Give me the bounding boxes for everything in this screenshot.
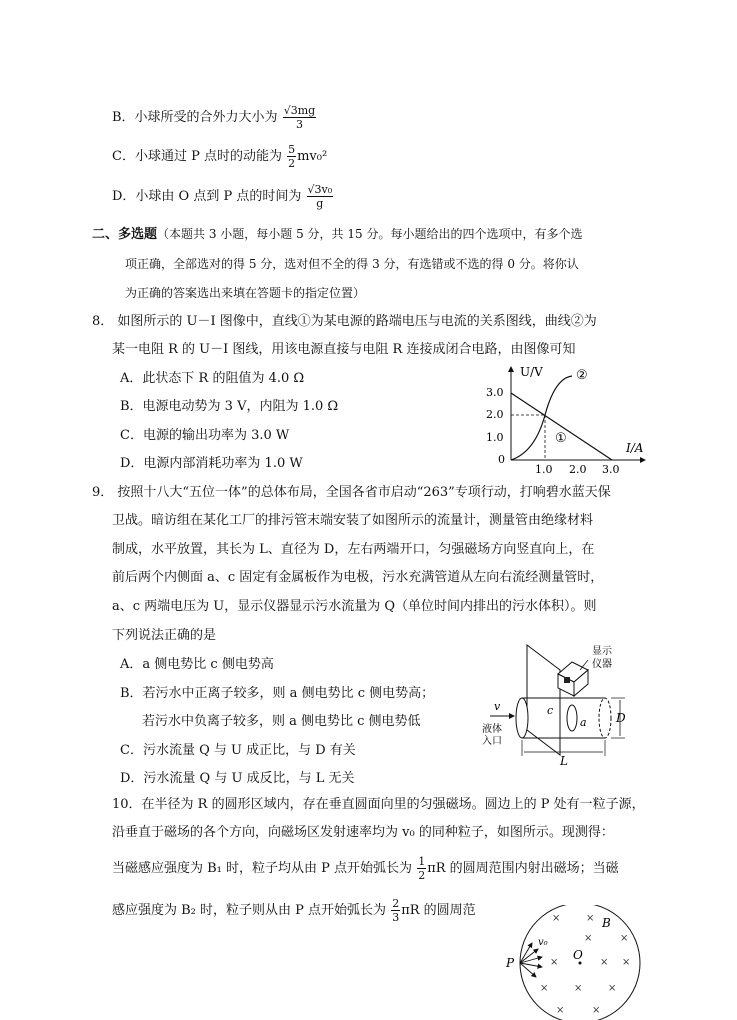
y-axis-label: U/V [520, 365, 543, 379]
q7-option-c: C．小球通过 P 点时的动能为 $\frac{5}{2}$ mv₀² [112, 143, 328, 170]
velocity-label: v [494, 700, 501, 713]
y-tick-3: 3.0 [486, 386, 504, 399]
display-device [558, 662, 588, 696]
svg-text:×: × [592, 1005, 601, 1016]
x-tick-2: 2.0 [569, 463, 587, 476]
q9-stem-1: 9． 按照十八大“五位一体”的总体布局，全国各省市启动“263”专项行动，打响碧水蓝天保 [92, 485, 611, 500]
y-tick-0: 0 [498, 453, 505, 466]
section-instruction-3: 为正确的答案选出来填在答题卡的指定位置） [125, 286, 366, 300]
curve-2-label: ② [576, 368, 588, 383]
svg-text:×: × [574, 983, 583, 994]
liquid-label-2: 入口 [482, 736, 502, 747]
label-L: L [560, 754, 568, 768]
q8-ui-graph [480, 362, 655, 477]
q8-stem-1: 8． 如图所示的 U－I 图像中，直线①为某电源的路端电压与电流的关系图线，曲线②为 [92, 314, 597, 329]
svg-text:×: × [556, 1005, 565, 1016]
field-label-B: B [602, 916, 611, 930]
center-label-O: O [573, 948, 583, 962]
q9-option-c: C．污水流量 Q 与 U 成正比，与 D 有关 [120, 743, 356, 758]
y-tick-2: 2.0 [486, 408, 504, 421]
q9-option-d: D．污水流量 Q 与 U 成反比，与 L 无关 [120, 771, 355, 786]
x-axis-label: I/A [626, 441, 644, 455]
q8-option-c: C．电源的输出功率为 3.0 W [120, 428, 290, 443]
curve-1-label: ① [555, 431, 567, 446]
svg-text:×: × [608, 983, 617, 994]
svg-text:×: × [620, 933, 629, 944]
svg-text:×: × [552, 913, 561, 924]
q9-option-b-1: B．若污水中正离子较多，则 a 侧电势比 c 侧电势高； [120, 686, 435, 701]
q7-option-d: D．小球由 O 点到 P 点的时间为 $\frac{\text{√3v₀}}{g}$ [112, 183, 333, 210]
q9-stem-5: a、c 两端电压为 U，显示仪器显示污水流量为 Q（单位时间内排出的污水体积）。则 [112, 599, 597, 614]
velocity-label-v0: v₀ [538, 937, 548, 948]
q7-option-b: B．小球所受的合外力大小为 $\frac{√3mg}{3}$ [112, 104, 316, 131]
q9-option-b-2: 若污水中负离子较多，则 a 侧电势比 c 侧电势低 [142, 714, 421, 729]
curve-2 [511, 376, 572, 460]
label-D: D [616, 711, 626, 725]
q10-stem-2: 沿垂直于磁场的各个方向，向磁场区发射速率均为 v₀ 的同种粒子，如图所示。现测得： [112, 825, 614, 840]
pipe-right-end [599, 698, 611, 738]
q9-option-a: A．a 侧电势比 c 侧电势高 [120, 657, 274, 672]
source-label-P: P [506, 956, 515, 970]
field-crosses [540, 913, 630, 1016]
q8-stem-2: 某一电阻 R 的 U－I 图线，用该电源直接与电阻 R 连接成闭合电路，由图像可知 [112, 342, 576, 357]
label-a: a [580, 716, 587, 729]
svg-text:×: × [550, 957, 559, 968]
q9-stem-6: 下列说法正确的是 [112, 628, 217, 643]
q9-stem-2: 卫战。暗访组在某化工厂的排污管末端安装了如图所示的流量计，测量管由绝缘材料 [112, 513, 594, 528]
q8-option-d: D．电源内部消耗功率为 1.0 W [120, 456, 303, 471]
flowmeter-figure [480, 640, 640, 768]
electrode-a [567, 705, 577, 731]
pipe-left-end [516, 698, 528, 738]
display-label-2: 仪器 [592, 659, 612, 670]
q8-option-a: A．此状态下 R 的阻值为 4.0 Ω [120, 371, 305, 386]
q10-stem-3: 当磁感应强度为 B₁ 时，粒子均从由 P 点开始弧长为 $\frac{1}{2}$ πR 的圆周范围内射出磁场；当磁 [112, 855, 619, 882]
q9-stem-3: 制成，水平放置，其长为 L、直径为 D，左右两端开口，匀强磁场方向竖直向上，在 [112, 542, 595, 557]
center-dot [579, 962, 582, 965]
q9-stem-4: 前后两个内侧面 a、c 固定有金属板作为电极，污水充满管道从左向右流经测量管时， [112, 570, 604, 585]
label-c: c [547, 704, 554, 717]
velocity-arrows [520, 943, 542, 977]
q10-stem-4: 感应强度为 B₂ 时，粒子则从由 P 点开始弧长为 $\frac{2}{3}$ πR 的圆周范 [112, 897, 476, 924]
liquid-label-1: 液体 [482, 724, 502, 735]
magnetic-field-figure [500, 905, 650, 1020]
svg-text:×: × [622, 957, 631, 968]
svg-text:×: × [584, 933, 593, 944]
svg-text:×: × [600, 957, 609, 968]
section-heading: 二、多选题（本题共 3 小题，每小题 5 分，共 15 分。每小题给出的四个选项中，有多个选 [92, 227, 583, 242]
y-tick-1: 1.0 [486, 431, 504, 444]
q8-option-b: B．电源电动势为 3 V，内阻为 1.0 Ω [120, 399, 339, 414]
svg-text:×: × [586, 913, 595, 924]
x-tick-1: 1.0 [535, 463, 553, 476]
svg-text:×: × [540, 983, 549, 994]
q10-stem-1: 10．在半径为 R 的圆形区域内，存在垂直圆面向里的匀强磁场。圆边上的 P 处有一粒子源， [112, 797, 645, 812]
x-tick-3: 3.0 [602, 463, 620, 476]
display-label-1: 显示 [592, 646, 612, 657]
section-instruction-2: 项正确，全部选对的得 5 分，选对但不全的得 3 分，有选错或不选的得 0 分。将你认 [125, 257, 579, 271]
